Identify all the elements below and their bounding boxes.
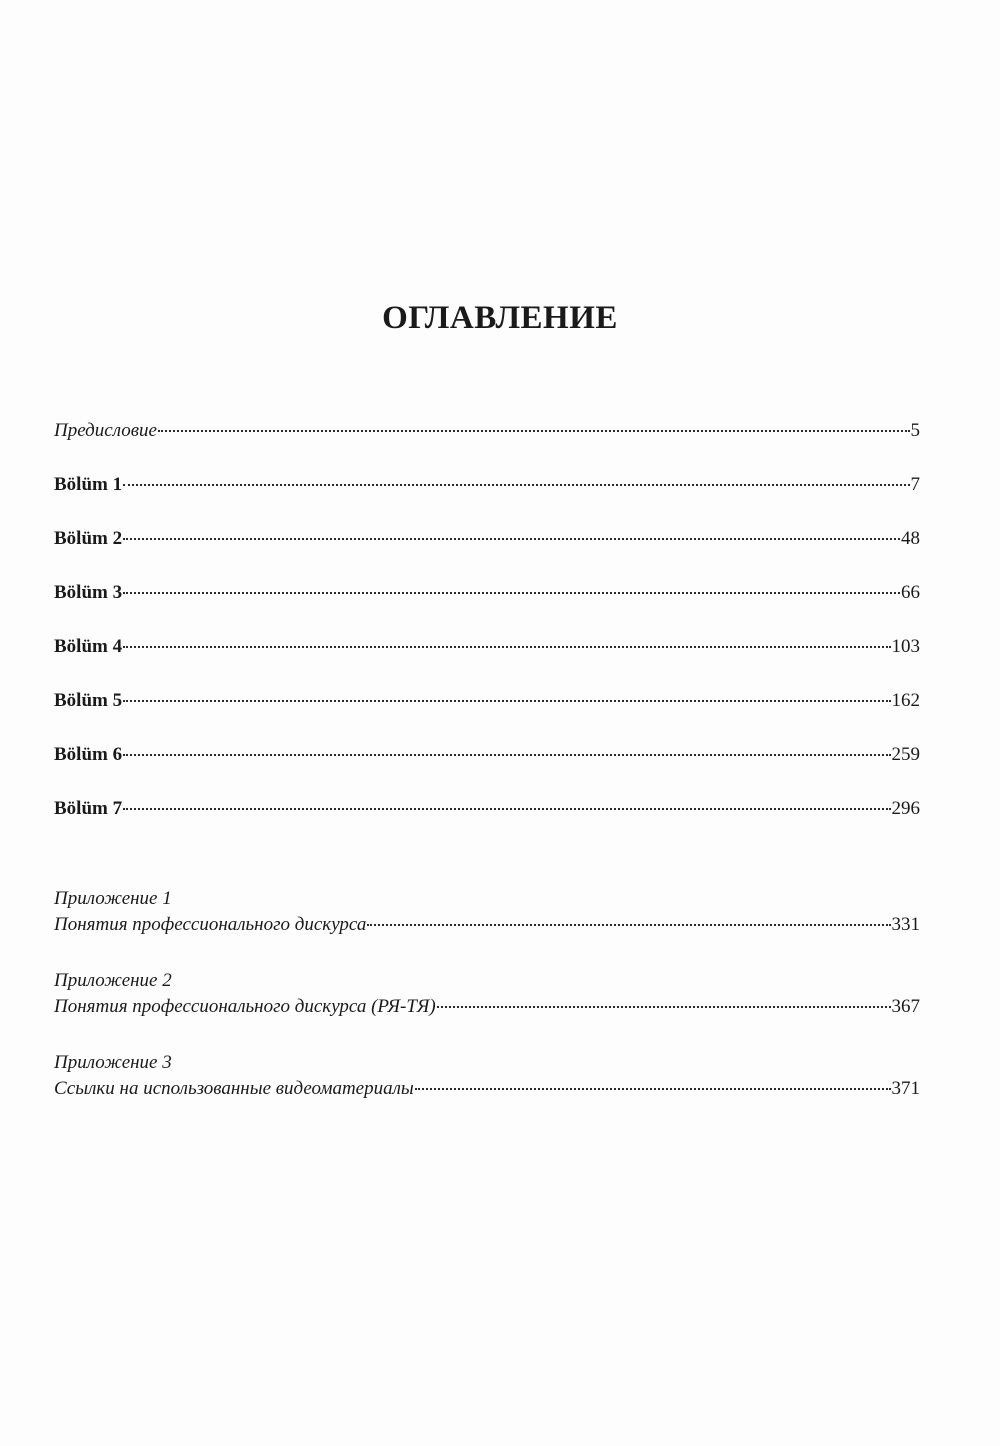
dot-leader	[123, 646, 890, 648]
appendix-entry	[54, 994, 920, 1020]
appendix-heading: Приложение 1	[54, 888, 172, 909]
toc-entry-chapter-6[interactable]	[54, 742, 920, 796]
appendix-heading: Приложение 2	[54, 970, 172, 991]
toc-entry-label: Понятия профессионального дискурса (РЯ-ТЯ)	[54, 996, 436, 1017]
toc-entry-chapter-3[interactable]	[54, 580, 920, 634]
dot-leader	[123, 754, 890, 756]
toc-entry-label: Понятия профессионального дискурса	[54, 914, 367, 935]
toc-entry-page: 371	[891, 1078, 920, 1099]
toc-entry-label: Предисловие	[54, 420, 157, 441]
toc-entry-chapter-1[interactable]	[54, 472, 920, 526]
dot-leader	[367, 924, 890, 926]
dot-leader	[158, 430, 910, 432]
dot-leader	[123, 808, 890, 810]
appendix-entry	[54, 1076, 920, 1102]
toc-entry-page: 5	[910, 420, 920, 441]
toc-entry-chapter-5[interactable]	[54, 688, 920, 742]
page-title: ОГЛАВЛЕНИЕ	[382, 300, 618, 336]
toc-entry-page: 259	[891, 744, 920, 765]
toc-entry-label: Bölüm 4	[54, 636, 123, 657]
dot-leader	[123, 592, 900, 594]
toc-entry-chapter-4[interactable]	[54, 634, 920, 688]
toc-appendix-1[interactable]	[54, 886, 920, 938]
table-of-contents	[54, 418, 920, 1132]
toc-entry-label: Bölüm 1	[54, 474, 123, 495]
toc-entry-label: Bölüm 6	[54, 744, 123, 765]
dot-leader	[123, 538, 900, 540]
toc-entry-label: Bölüm 2	[54, 528, 123, 549]
toc-entry-page: 103	[891, 636, 920, 657]
toc-entry-label: Bölüm 3	[54, 582, 123, 603]
toc-entry-page: 367	[891, 996, 920, 1017]
dot-leader	[123, 700, 890, 702]
toc-entry-preface[interactable]	[54, 418, 920, 472]
appendix-entry	[54, 912, 920, 938]
toc-entry-chapter-7[interactable]	[54, 796, 920, 850]
toc-entry-label: Ссылки на использованные видеоматериалы	[54, 1078, 414, 1099]
section-spacer	[54, 850, 920, 886]
toc-entry-page: 296	[891, 798, 920, 819]
toc-entry-page: 7	[910, 474, 920, 495]
toc-entry-page: 66	[901, 582, 920, 603]
toc-appendix-3[interactable]	[54, 1050, 920, 1102]
toc-entry-label: Bölüm 5	[54, 690, 123, 711]
toc-entry-page: 331	[891, 914, 920, 935]
toc-entry-page: 162	[891, 690, 920, 711]
toc-entry-label: Bölüm 7	[54, 798, 123, 819]
toc-entry-chapter-2[interactable]	[54, 526, 920, 580]
toc-entry-page: 48	[901, 528, 920, 549]
toc-appendix-2[interactable]	[54, 968, 920, 1020]
appendix-heading: Приложение 3	[54, 1052, 172, 1073]
dot-leader	[437, 1006, 891, 1008]
dot-leader	[123, 484, 909, 486]
dot-leader	[415, 1088, 891, 1090]
